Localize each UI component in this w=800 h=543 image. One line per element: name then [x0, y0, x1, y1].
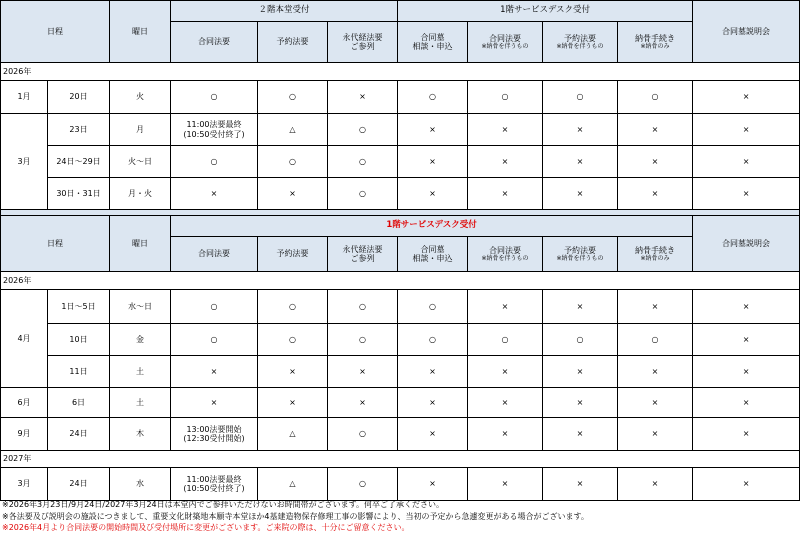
status-cell: × [543, 468, 618, 501]
table-row [1, 114, 800, 146]
header-eidai-hoyo: 永代経法要 ご参列 [328, 237, 398, 272]
status-cell: 13:00法要開始 (12:30受付開始) [171, 418, 258, 451]
date-cell: 10日 [48, 324, 110, 356]
header-gassho-hoyo-1f: 合同法要 ※納骨を伴うもの [468, 22, 543, 63]
status-cell: ○ [328, 468, 398, 501]
status-cell: × [618, 146, 693, 178]
month-cell: 4月 [1, 290, 48, 388]
table-row [1, 178, 800, 210]
status-cell: × [468, 356, 543, 388]
status-cell: ○ [171, 81, 258, 114]
status-cell: ○ [468, 81, 543, 114]
date-cell: 23日 [48, 114, 110, 146]
status-cell: ○ [328, 146, 398, 178]
status-cell: ○ [328, 324, 398, 356]
status-cell: × [171, 178, 258, 210]
month-cell: 3月 [1, 114, 48, 210]
header-group-1f-red: 1階サービスデスク受付 [171, 216, 693, 237]
header-yoyaku-hoyo: 予約法要 [258, 237, 328, 272]
status-cell: ○ [258, 290, 328, 324]
status-cell: △ [258, 468, 328, 501]
status-cell: × [693, 81, 800, 114]
weekday-cell: 月・火 [110, 178, 171, 210]
status-cell: × [171, 356, 258, 388]
year-row: 2026年 [1, 272, 800, 290]
status-cell: × [328, 356, 398, 388]
status-cell: × [618, 468, 693, 501]
status-cell: × [693, 114, 800, 146]
status-cell: × [543, 178, 618, 210]
status-cell: ○ [171, 290, 258, 324]
table-row [1, 418, 800, 451]
header-gassho-hoyo: 合同法要 [171, 237, 258, 272]
status-cell: ○ [468, 324, 543, 356]
status-cell: × [543, 388, 618, 418]
weekday-cell: 火 [110, 81, 171, 114]
status-cell: × [618, 290, 693, 324]
header-eidai-hoyo: 永代経法要 ご参列 [328, 22, 398, 63]
status-cell: × [618, 388, 693, 418]
weekday-cell: 土 [110, 388, 171, 418]
status-cell: × [468, 418, 543, 451]
status-cell: × [258, 388, 328, 418]
table-row [1, 388, 800, 418]
date-cell: 24日 [48, 468, 110, 501]
footnote-2: ※各法要及び説明会の施設につきまして、重要文化財築地本願寺本堂ほか4基建造物保存修理工事の影響により、当初の予定から急遽変更がある場合がございます。 [2, 511, 589, 521]
weekday-cell: 土 [110, 356, 171, 388]
status-cell: × [328, 81, 398, 114]
status-cell: ○ [328, 418, 398, 451]
status-cell: × [468, 468, 543, 501]
date-cell: 20日 [48, 81, 110, 114]
status-cell: × [171, 388, 258, 418]
header-nokotsu: 納骨手続き ※納骨のみ [618, 22, 693, 63]
header-goudoubo: 合同墓 相談・申込 [398, 22, 468, 63]
date-cell: 1日～5日 [48, 290, 110, 324]
weekday-cell: 水 [110, 468, 171, 501]
month-cell: 3月 [1, 468, 48, 501]
status-cell: ○ [398, 324, 468, 356]
status-cell: ○ [171, 146, 258, 178]
table-row [1, 290, 800, 324]
status-cell: × [543, 290, 618, 324]
header-group-1f: 1階サービスデスク受付 [398, 1, 693, 22]
weekday-cell: 水～日 [110, 290, 171, 324]
status-cell: × [618, 114, 693, 146]
status-cell: × [258, 356, 328, 388]
weekday-cell: 火～日 [110, 146, 171, 178]
footnote-1: ※2026年3月23日/9月24日/2027年3月24日は本堂内でご参拝いただけないお時間帯がございます。何卒ご了承ください。 [2, 500, 444, 509]
status-cell: × [618, 356, 693, 388]
status-cell: △ [258, 114, 328, 146]
footnote-3: ※2026年4月より合同法要の開始時間及び受付場所に変更がございます。ご来院の際は、十分にご留意ください。 [2, 523, 410, 532]
header-group-2f: ２階本堂受付 [171, 1, 398, 22]
year-row: 2026年 [1, 63, 800, 81]
status-cell: × [543, 356, 618, 388]
table-row [1, 468, 800, 501]
status-cell: △ [258, 418, 328, 451]
status-cell: × [543, 146, 618, 178]
status-cell: × [468, 146, 543, 178]
header-date: 日程 [1, 216, 110, 272]
status-cell: ○ [258, 324, 328, 356]
status-cell: × [398, 146, 468, 178]
status-cell: × [693, 356, 800, 388]
date-cell: 30日・31日 [48, 178, 110, 210]
header-weekday: 曜日 [110, 216, 171, 272]
status-cell: ○ [398, 290, 468, 324]
month-cell: 9月 [1, 418, 48, 451]
status-cell: × [693, 178, 800, 210]
status-cell: ○ [258, 81, 328, 114]
status-cell: × [618, 418, 693, 451]
status-cell: × [398, 468, 468, 501]
header-goudoubo: 合同墓 相談・申込 [398, 237, 468, 272]
status-cell: ○ [171, 324, 258, 356]
header-weekday: 曜日 [110, 1, 171, 63]
month-cell: 1月 [1, 81, 48, 114]
status-cell: × [398, 356, 468, 388]
status-cell: × [693, 418, 800, 451]
status-cell: × [693, 468, 800, 501]
status-cell: × [618, 178, 693, 210]
table-row [1, 146, 800, 178]
status-cell: × [543, 114, 618, 146]
status-cell: × [693, 324, 800, 356]
date-cell: 24日～29日 [48, 146, 110, 178]
status-cell: ○ [328, 290, 398, 324]
header-nokotsu: 納骨手続き ※納骨のみ [618, 237, 693, 272]
status-cell: ○ [398, 81, 468, 114]
status-cell: ○ [543, 81, 618, 114]
year-row: 2027年 [1, 451, 800, 468]
status-cell: ○ [328, 114, 398, 146]
status-cell: ○ [543, 324, 618, 356]
date-cell: 6日 [48, 388, 110, 418]
status-cell: × [468, 178, 543, 210]
status-cell: × [398, 418, 468, 451]
header-gassho-hoyo: 合同法要 [171, 22, 258, 63]
status-cell: × [398, 388, 468, 418]
header-setsumeikai: 合同墓説明会 [693, 1, 800, 63]
status-cell: × [693, 146, 800, 178]
status-cell: × [398, 114, 468, 146]
status-cell: × [468, 114, 543, 146]
footnotes [2, 499, 589, 534]
date-cell: 11日 [48, 356, 110, 388]
status-cell: × [468, 290, 543, 324]
month-cell: 6月 [1, 388, 48, 418]
table-row [1, 81, 800, 114]
header-yoyaku-hoyo-1f: 予約法要 ※納骨を伴うもの [543, 237, 618, 272]
status-cell: ○ [618, 81, 693, 114]
header-yoyaku-hoyo: 予約法要 [258, 22, 328, 63]
status-cell: 11:00法要最終 (10:50受付終了) [171, 468, 258, 501]
table-row [1, 324, 800, 356]
status-cell: × [468, 388, 543, 418]
header-yoyaku-hoyo-1f: 予約法要 ※納骨を伴うもの [543, 22, 618, 63]
weekday-cell: 月 [110, 114, 171, 146]
table-row [1, 356, 800, 388]
date-cell: 24日 [48, 418, 110, 451]
weekday-cell: 木 [110, 418, 171, 451]
status-cell: × [543, 418, 618, 451]
status-cell: × [398, 178, 468, 210]
header-date: 日程 [1, 1, 110, 63]
header-gassho-hoyo-1f: 合同法要 ※納骨を伴うもの [468, 237, 543, 272]
status-cell: × [693, 388, 800, 418]
status-cell: 11:00法要最終 (10:50受付終了) [171, 114, 258, 146]
status-cell: × [328, 388, 398, 418]
status-cell: ○ [258, 146, 328, 178]
weekday-cell: 金 [110, 324, 171, 356]
status-cell: ○ [618, 324, 693, 356]
status-cell: × [693, 290, 800, 324]
status-cell: × [258, 178, 328, 210]
status-cell: ○ [328, 178, 398, 210]
header-setsumeikai: 合同墓説明会 [693, 216, 800, 272]
